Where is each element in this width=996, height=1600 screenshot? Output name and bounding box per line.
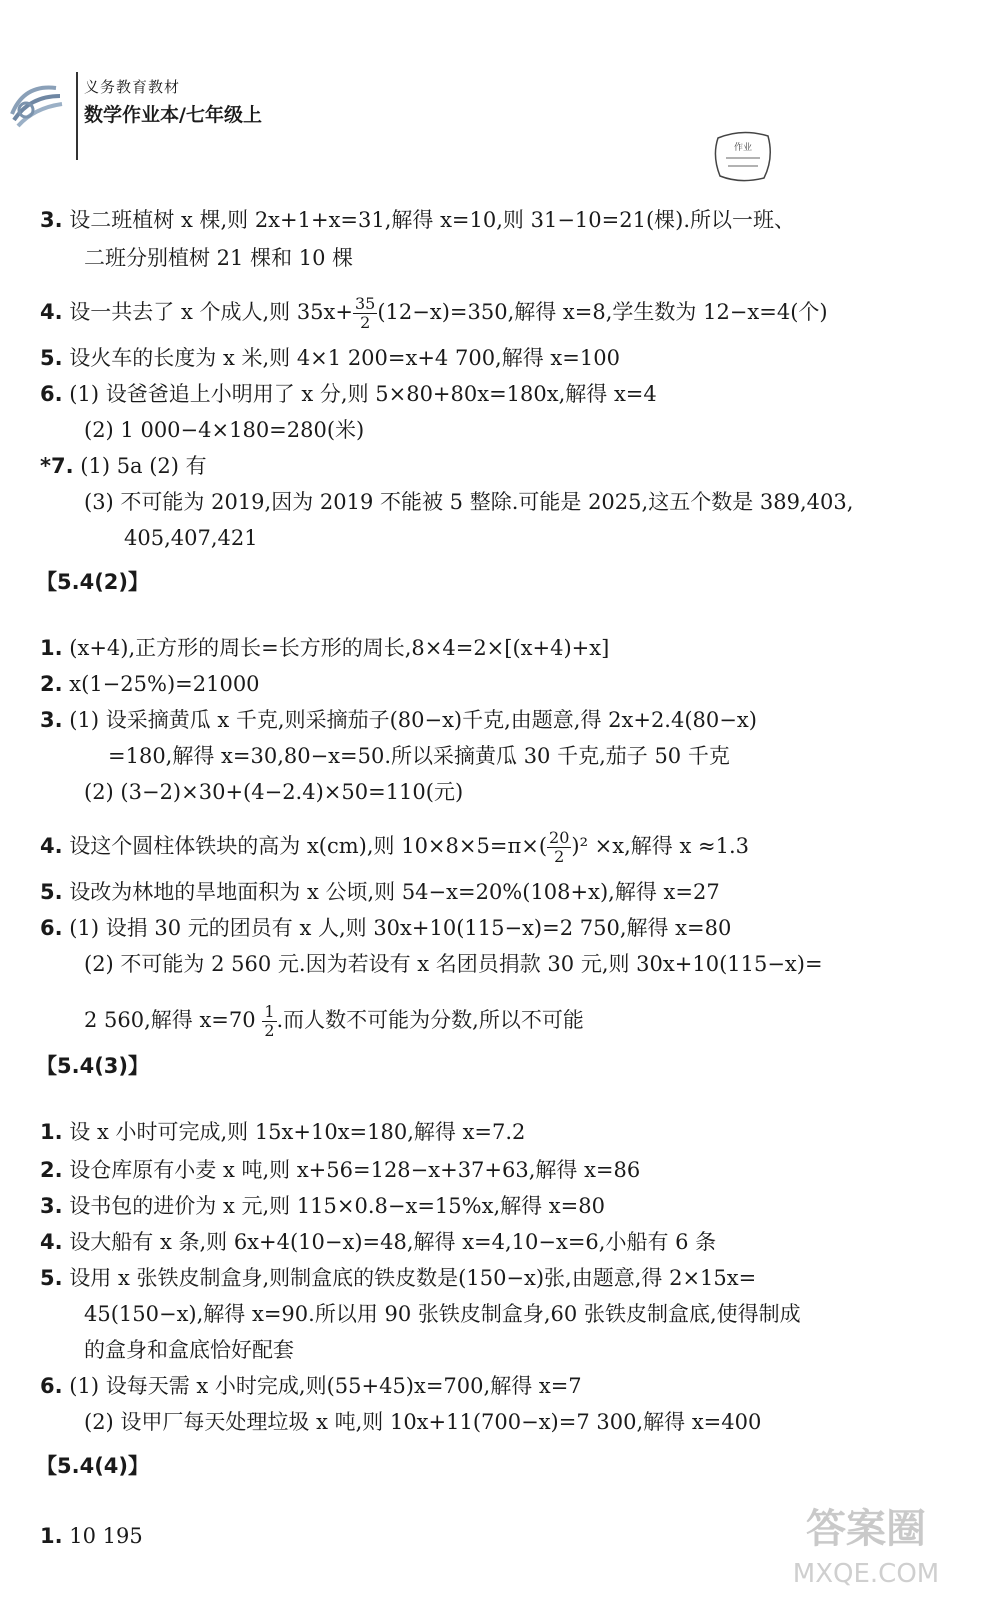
item-number: 1. xyxy=(40,1524,63,1548)
answer-text: 设二班植树 x 棵,则 2x+1+x=31,解得 x=10,则 31−10=21(棵).所以一班、 xyxy=(69,208,796,232)
item-number: 3. xyxy=(40,1194,63,1218)
item-number: 3. xyxy=(40,208,63,232)
answer-line xyxy=(40,379,657,409)
answer-text: 10 195 xyxy=(69,1524,143,1548)
answer-text-pre: 设一共去了 x 个成人,则 35x+ xyxy=(69,300,353,324)
answer-text: 二班分别植树 21 棵和 10 棵 xyxy=(84,246,354,270)
answer-line xyxy=(40,343,620,373)
answer-text: (2) 1 000−4×180=280(米) xyxy=(84,418,365,442)
answer-line xyxy=(40,1191,605,1221)
answer-text: (2) (3−2)×30+(4−2.4)×50=110(元) xyxy=(84,780,464,804)
item-number: 6. xyxy=(40,1374,63,1398)
answer-text: 设 x 小时可完成,则 15x+10x=180,解得 x=7.2 xyxy=(69,1120,526,1144)
fraction-numerator: 1 xyxy=(264,1002,275,1021)
answer-text-post: )² ×x,解得 x ≈1.3 xyxy=(571,834,749,858)
answer-line xyxy=(84,1407,761,1437)
section-title: 【5.4(2)】 xyxy=(36,570,150,594)
item-number: 5. xyxy=(40,346,63,370)
book-title: 数学作业本/七年级上 xyxy=(84,104,262,126)
answer-text: 设大船有 x 条,则 6x+4(10−x)=48,解得 x=4,10−x=6,小船有 6 条 xyxy=(69,1230,717,1254)
answer-text-pre: 2 560,解得 x=70 xyxy=(84,1008,263,1032)
fraction-denominator: 2 xyxy=(554,847,565,866)
answer-line xyxy=(84,1003,584,1040)
answer-line xyxy=(40,1371,582,1401)
header-divider xyxy=(76,72,78,160)
section-title: 【5.4(3)】 xyxy=(36,1054,150,1078)
answer-line xyxy=(40,829,749,866)
answer-line xyxy=(84,243,353,273)
publisher-logo-icon xyxy=(4,74,68,138)
answer-line xyxy=(40,1227,716,1257)
fraction xyxy=(547,829,571,866)
item-number: 6. xyxy=(40,916,63,940)
answer-text: 设仓库原有小麦 x 吨,则 x+56=128−x+37+63,解得 x=86 xyxy=(69,1158,641,1182)
stamp-text: 作业 xyxy=(733,143,753,153)
item-number: 2. xyxy=(40,672,63,696)
answer-line xyxy=(84,1335,294,1365)
fraction-denominator: 2 xyxy=(360,313,371,332)
answer-line xyxy=(40,205,795,235)
answer-line xyxy=(108,741,730,771)
series-name: 义务教育教材 xyxy=(84,78,181,96)
answer-text: x(1−25%)=21000 xyxy=(69,672,260,696)
answer-text: (1) 设采摘黄瓜 x 千克,则采摘茄子(80−x)千克,由题意,得 2x+2.4(80−x) xyxy=(69,708,757,732)
answer-line xyxy=(40,633,609,663)
answer-text: (1) 设每天需 x 小时完成,则(55+45)x=700,解得 x=7 xyxy=(69,1374,582,1398)
answer-line xyxy=(84,415,364,445)
item-number: 5. xyxy=(40,1266,63,1290)
answer-line xyxy=(40,1155,640,1185)
fraction xyxy=(353,295,377,332)
answer-text: (2) 不可能为 2 560 元.因为若设有 x 名团员捐款 30 元,则 30x+10(115−x)= xyxy=(84,952,823,976)
answer-line xyxy=(84,1299,801,1329)
answer-line xyxy=(40,1263,756,1293)
answer-text: 的盒身和盒底恰好配套 xyxy=(84,1338,294,1362)
watermark-url: MXQE.COM xyxy=(792,1559,940,1589)
answer-text: (1) 设爸爸追上小明用了 x 分,则 5×80+80x=180x,解得 x=4 xyxy=(69,382,657,406)
answer-line xyxy=(84,949,823,979)
item-number: 3. xyxy=(40,708,63,732)
item-number: 4. xyxy=(40,834,63,858)
answer-text: =180,解得 x=30,80−x=50.所以采摘黄瓜 30 千克,茄子 50 千克 xyxy=(108,744,730,768)
answer-line xyxy=(40,877,720,907)
answer-text: 45(150−x),解得 x=90.所以用 90 张铁皮制盒身,60 张铁皮制盒底,使得制成 xyxy=(84,1302,801,1326)
fraction-numerator: 35 xyxy=(355,294,376,313)
answer-text: (1) 设捐 30 元的团员有 x 人,则 30x+10(115−x)=2 750,解得 x=80 xyxy=(69,916,732,940)
answer-line xyxy=(40,295,828,332)
fraction-numerator: 20 xyxy=(549,828,570,847)
answer-text: 设用 x 张铁皮制盒身,则制盒底的铁皮数是(150−x)张,由题意,得 2×15x= xyxy=(69,1266,757,1290)
answer-text: 设书包的进价为 x 元,则 115×0.8−x=15%x,解得 x=80 xyxy=(69,1194,605,1218)
watermark-text: 答案圈 xyxy=(806,1506,926,1552)
answer-line xyxy=(40,913,731,943)
item-number: *7. xyxy=(40,454,74,478)
item-number: 4. xyxy=(40,300,63,324)
answer-line xyxy=(40,705,757,735)
answer-line xyxy=(40,451,207,481)
fraction xyxy=(262,1003,276,1040)
answer-text: (x+4),正方形的周长=长方形的周长,8×4=2×[(x+4)+x] xyxy=(69,636,610,660)
fraction-denominator: 2 xyxy=(264,1021,275,1040)
homework-stamp-icon xyxy=(712,128,774,184)
answer-line xyxy=(40,1117,525,1147)
answer-line xyxy=(40,669,260,699)
answer-text: (1) 5a (2) 有 xyxy=(80,454,207,478)
watermark-logo-icon xyxy=(766,1500,966,1590)
answer-text-pre: 设这个圆柱体铁块的高为 x(cm),则 10×8×5=π×( xyxy=(69,834,548,858)
item-number: 1. xyxy=(40,636,63,660)
answer-line xyxy=(40,1521,143,1551)
answer-text: 设改为林地的旱地面积为 x 公顷,则 54−x=20%(108+x),解得 x=27 xyxy=(69,880,720,904)
answer-text: 405,407,421 xyxy=(124,526,258,550)
answer-text: 设火车的长度为 x 米,则 4×1 200=x+4 700,解得 x=100 xyxy=(69,346,620,370)
answer-line xyxy=(84,777,463,807)
section-title: 【5.4(4)】 xyxy=(36,1454,150,1478)
item-number: 6. xyxy=(40,382,63,406)
item-number: 2. xyxy=(40,1158,63,1182)
answer-text: (2) 设甲厂每天处理垃圾 x 吨,则 10x+11(700−x)=7 300,解得 x=400 xyxy=(84,1410,762,1434)
answer-text-post: (12−x)=350,解得 x=8,学生数为 12−x=4(个) xyxy=(377,300,828,324)
item-number: 1. xyxy=(40,1120,63,1144)
item-number: 4. xyxy=(40,1230,63,1254)
answer-line xyxy=(124,523,258,553)
answer-text: (3) 不可能为 2019,因为 2019 不能被 5 整除.可能是 2025,这五个数是 389,403, xyxy=(84,490,854,514)
answer-line xyxy=(84,487,853,517)
answer-text-post: .而人数不可能为分数,所以不可能 xyxy=(276,1008,584,1032)
item-number: 5. xyxy=(40,880,63,904)
